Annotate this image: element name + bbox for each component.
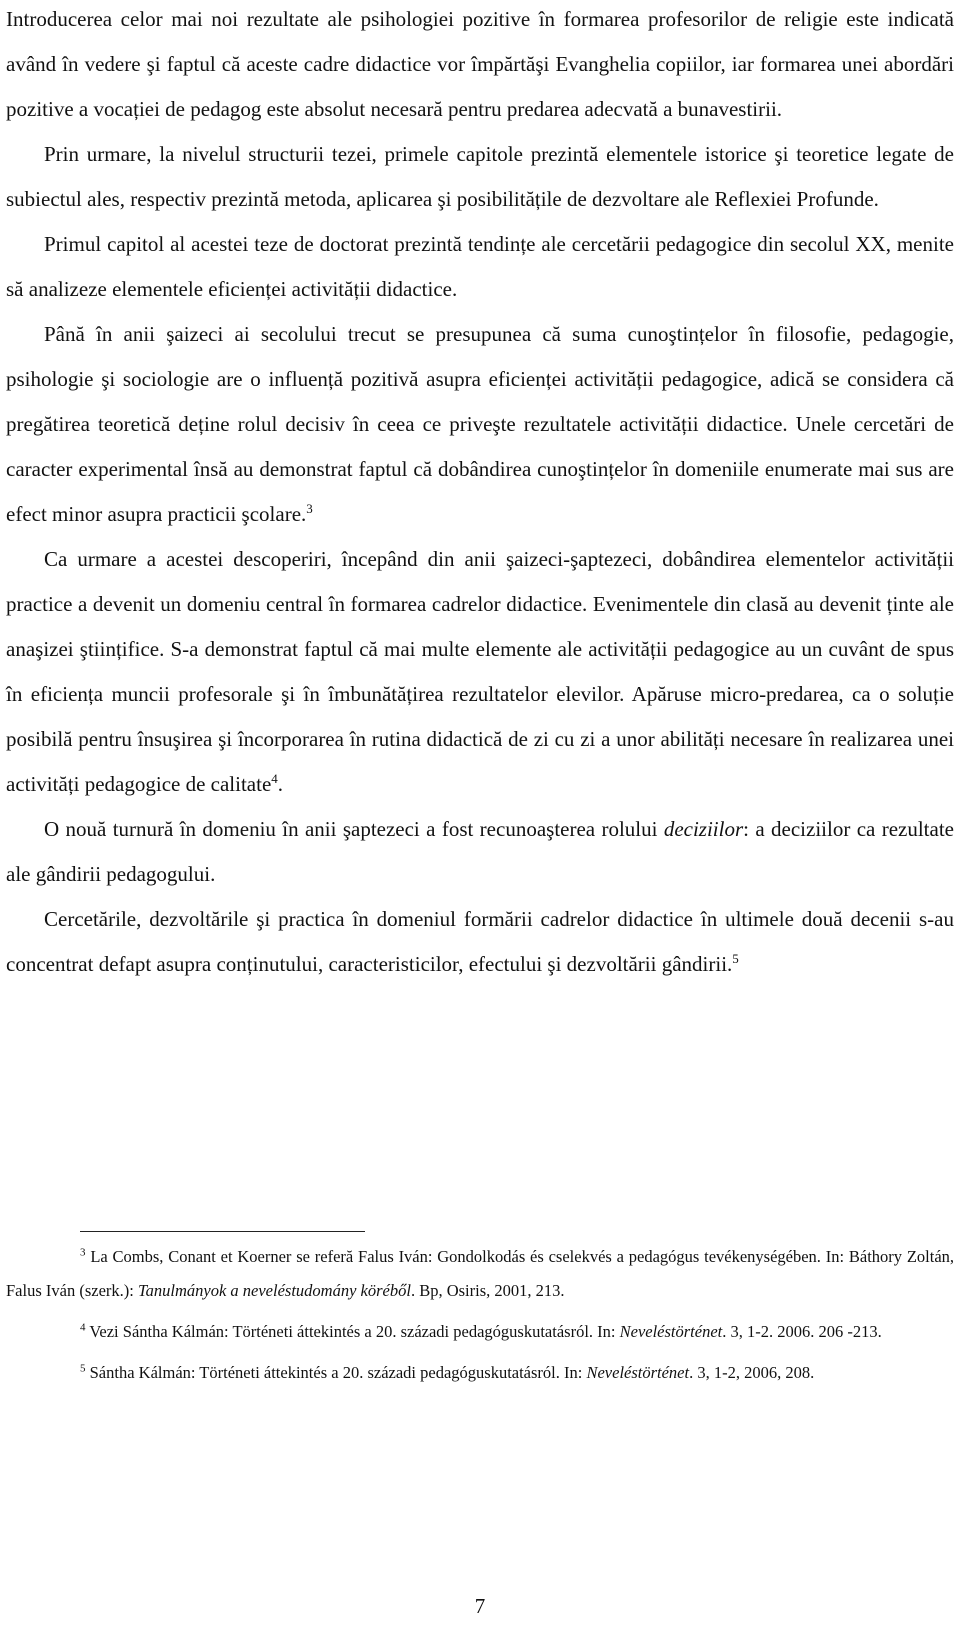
footnote-5-title: Neveléstörténet <box>586 1363 690 1382</box>
paragraph-research <box>6 897 954 987</box>
footnote-4-number: 4 <box>80 1321 86 1334</box>
paragraph-consequence <box>6 537 954 807</box>
footnote-5-number: 5 <box>80 1362 86 1375</box>
footnote-ref-3[interactable]: 3 <box>306 501 313 516</box>
footnote-5-text-a: Sántha Kálmán: Történeti áttekintés a 20. századi pedagóguskutatásról. In: <box>89 1363 587 1382</box>
paragraph-decisions <box>6 807 954 897</box>
footnote-3 <box>6 1240 954 1308</box>
footnote-5-text-b: . 3, 1-2, 2006, 208. <box>689 1363 815 1382</box>
footnote-separator <box>80 1231 365 1232</box>
page-number: 7 <box>474 1594 486 1618</box>
footnote-ref-4[interactable]: 4 <box>271 771 278 786</box>
paragraph-first-chapter-text: Primul capitol al acestei teze de doctorat prezintă tendințe ale cercetării pedagogice din secolul XX, menite să analizeze elementele eficienței activității didactice. <box>6 232 954 301</box>
footnote-4 <box>6 1315 954 1349</box>
footnote-4-title: Neveléstörténet <box>619 1322 723 1341</box>
paragraph-intro-text: Introducerea celor mai noi rezultate ale psihologiei pozitive în formarea profesorilor de religie este indicată având în vedere şi faptul că aceste cadre didactice vor împărtăşi Evanghelia copiilor, iar formarea unei abordări pozitive a vocației de pedagog este absolut necesară pentru predarea adecvată a bunavestirii. <box>6 7 954 121</box>
footnote-4-text-a: Vezi Sántha Kálmán: Történeti áttekintés a 20. századi pedagóguskutatásról. In: <box>89 1322 620 1341</box>
footnote-4-text-b: . 3, 1-2. 2006. 206 -213. <box>722 1322 882 1341</box>
footnotes <box>6 1240 954 1390</box>
paragraph-consequence-text: Ca urmare a acestei descoperiri, începând din anii şaizeci-şaptezeci, dobândirea elementelor activității practice a devenit un domeniu central în formarea cadrelor didactice. Evenimentele din clasă au devenit ținte ale anaşizei ştiințifice. S-a demonstrat faptul că mai multe elemente ale activității pedagogice au un cuvânt de spus în eficiența muncii profesorale şi în îmbunătățirea rezultatelor elevilor. Apăruse micro-predarea, ca o soluție posibilă pentru însuşirea şi încorporarea în rutina didactică de zi cu zi a unor abilități necesare în realizarea unei activități pedagogice de calitate <box>6 547 954 796</box>
footnote-ref-5[interactable]: 5 <box>732 951 739 966</box>
footnote-3-text-a: La Combs, Conant et Koerner se referă Falus Iván: Gondolkodás és cselekvés a pedagógus tevékenységében. In: Báthory Zoltán, Falus Iván (szerk.): <box>6 1247 955 1300</box>
document-body <box>6 0 954 987</box>
paragraph-decisions-text-b: : a deciziilor ca rezultate ale gândirii pedagogului. <box>6 817 954 886</box>
footnote-3-number: 3 <box>80 1246 86 1259</box>
paragraph-thesis-structure-text: Prin urmare, la nivelul structurii tezei, primele capitole prezintă elementele istorice şi teoretice legate de subiectul ales, respectiv prezintă metoda, aplicarea şi posibilitățile de dezvoltare ale Reflexiei Profunde. <box>6 142 954 211</box>
paragraph-first-chapter <box>6 222 954 312</box>
paragraph-thesis-structure <box>6 132 954 222</box>
footnote-5 <box>6 1356 954 1390</box>
paragraph-intro <box>6 0 954 132</box>
footnote-3-text-b: . Bp, Osiris, 2001, 213. <box>410 1281 565 1300</box>
paragraph-decisions-emphasis: deciziilor <box>663 817 744 841</box>
paragraph-research-text: Cercetările, dezvoltările şi practica în domeniul formării cadrelor didactice în ultimele două decenii s-au concentrat defapt asupra conținutului, caracteristicilor, efectului şi dezvoltării gândirii. <box>6 907 954 976</box>
footnote-3-title: Tanulmányok a neveléstudomány köréből <box>137 1281 411 1300</box>
paragraph-sixties <box>6 312 954 537</box>
paragraph-decisions-text-a: O nouă turnură în domeniu în anii şaptezeci a fost recunoaşterea rolului <box>44 817 664 841</box>
paragraph-sixties-text: Până în anii şaizeci ai secolului trecut se presupunea că suma cunoştințelor în filosofie, pedagogie, psihologie şi sociologie are o influență pozitivă asupra eficienței activității pedagogice, adică se considera că pregătirea teoretică deține rolul decisiv în ceea ce priveşte rezultatele activității didactice. Unele cercetări de caracter experimental însă au demonstrat faptul că dobândirea cunoştințelor în domeniile enumerate mai sus are efect minor asupra practicii şcolare. <box>6 322 954 526</box>
paragraph-consequence-end: . <box>277 772 284 796</box>
